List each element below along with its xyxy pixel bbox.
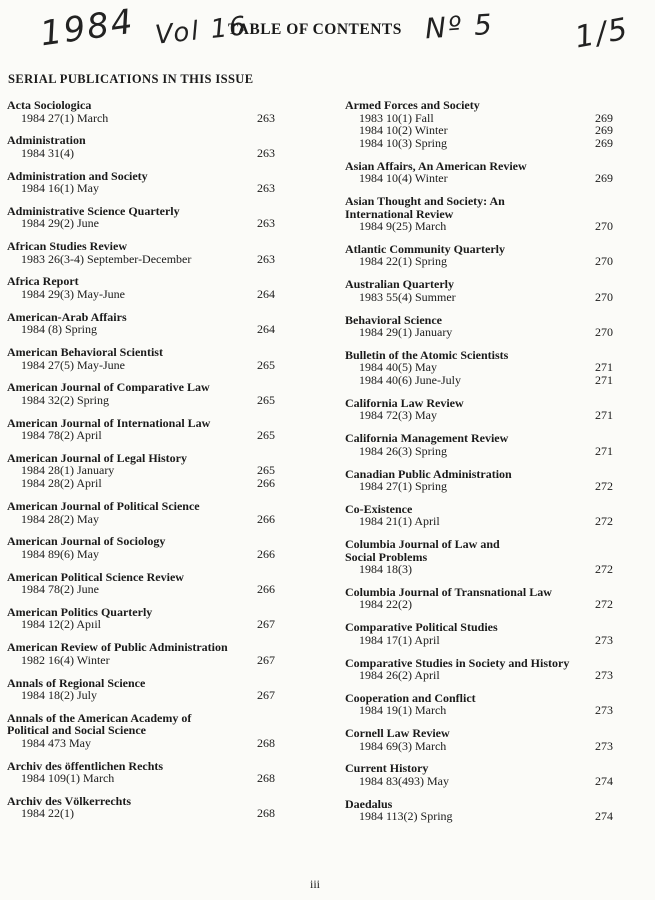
- issue-details: 1984 113(2) Spring: [359, 809, 453, 824]
- issue-page-number: 271: [595, 360, 613, 375]
- issue-row: [345, 480, 615, 493]
- publication-title: American Political Science Review: [7, 569, 184, 584]
- publication-title: American Behavioral Scientist: [7, 345, 163, 360]
- toc-entry: [7, 535, 277, 560]
- publication-title: International Review: [345, 206, 454, 221]
- issue-page-number: 266: [257, 546, 275, 561]
- issue-row: [7, 394, 277, 407]
- toc-entry: [345, 503, 615, 528]
- issue-details: 1984 78(2) June: [21, 582, 99, 597]
- issue-details: 1984 17(1) April: [359, 632, 440, 647]
- page-number: iii: [310, 877, 321, 891]
- issue-details: 1984 9(25) March: [359, 219, 447, 234]
- toc-entry: [345, 657, 615, 682]
- toc-entry: [7, 240, 277, 265]
- issue-row: [345, 810, 615, 823]
- publication-title: Canadian Public Administration: [345, 466, 512, 481]
- issue-row: [345, 291, 615, 304]
- issue-row: [345, 137, 615, 150]
- issue-details: 1984 31(4): [21, 145, 74, 160]
- issue-page-number: 271: [595, 373, 613, 388]
- toc-entry: [7, 571, 277, 596]
- publication-title: Annals of Regional Science: [7, 675, 146, 690]
- issue-page-number: 274: [595, 773, 613, 788]
- toc-entry: [7, 500, 277, 525]
- issue-row: [345, 255, 615, 268]
- publication-title: Cornell Law Review: [345, 726, 450, 741]
- section-heading: SERIAL PUBLICATIONS IN THIS ISSUE: [8, 72, 254, 86]
- publication-title: American-Arab Affairs: [7, 309, 127, 324]
- issue-page-number: 263: [257, 251, 275, 266]
- publication-title: Administration and Society: [7, 168, 148, 183]
- issue-page-number: 271: [595, 443, 613, 458]
- issue-row: [7, 618, 277, 631]
- publication-title: California Law Review: [345, 395, 464, 410]
- issue-page-number: 270: [595, 254, 613, 269]
- issue-details: 1984 29(1) January: [359, 325, 453, 340]
- issue-details: 1982 16(4) Winter: [21, 652, 110, 667]
- publication-title: Comparative Political Studies: [345, 620, 498, 635]
- issue-row: [7, 689, 277, 702]
- issue-page-number: 270: [595, 325, 613, 340]
- publication-title: Social Problems: [345, 549, 428, 564]
- issue-page-number: 264: [257, 286, 275, 301]
- issue-page-number: 273: [595, 632, 613, 647]
- toc-entry: [345, 762, 615, 787]
- issue-page-number: 272: [595, 597, 613, 612]
- toc-entry: [345, 314, 615, 339]
- handwritten-volume: Vol 16: [153, 11, 250, 51]
- publication-title: Atlantic Community Quarterly: [345, 241, 505, 256]
- issue-details: 1984 (8) Spring: [21, 322, 97, 337]
- toc-entry: [7, 760, 277, 785]
- issue-row: [7, 583, 277, 596]
- issue-page-number: 270: [595, 289, 613, 304]
- issue-row: [345, 172, 615, 185]
- issue-page-number: 273: [595, 668, 613, 683]
- issue-details: 1984 12(2) Apıil: [21, 617, 101, 632]
- publication-title: Archiv des öffentlichen Rechts: [7, 758, 164, 773]
- issue-page-number: 266: [257, 476, 275, 491]
- issue-page-number: 271: [595, 408, 613, 423]
- issue-page-number: 264: [257, 322, 275, 337]
- issue-details: 1983 26(3-4) September-December: [21, 251, 192, 266]
- issue-row: [7, 807, 277, 820]
- issue-details: 1984 27(1) March: [21, 110, 109, 125]
- issue-page-number: 268: [257, 735, 275, 750]
- toc-entry: [345, 586, 615, 611]
- publication-title: American Journal of International Law: [7, 415, 211, 430]
- issue-page-number: 269: [595, 123, 613, 138]
- issue-page-number: 272: [595, 562, 613, 577]
- handwritten-year: 1984: [37, 1, 137, 55]
- issue-row: [345, 563, 615, 576]
- issue-details: 1984 10(4) Winter: [359, 171, 448, 186]
- issue-details: 1984 29(3) May-June: [21, 286, 125, 301]
- toc-entry: [345, 160, 615, 185]
- toc-entry: [7, 795, 277, 820]
- issue-row: [7, 217, 277, 230]
- toc-entry: [7, 205, 277, 230]
- issue-row: [345, 775, 615, 788]
- toc-entry: [7, 606, 277, 631]
- issue-page-number: 268: [257, 806, 275, 821]
- issue-details: 1984 28(1) January: [21, 463, 115, 478]
- issue-page-number: 265: [257, 357, 275, 372]
- toc-entry: [345, 195, 615, 233]
- publication-title: Asian Thought and Society: An: [345, 194, 505, 209]
- publication-title: Columbia Journal of Transnational Law: [345, 584, 552, 599]
- right-column: [345, 99, 615, 833]
- publication-title: Annals of the American Academy of: [7, 710, 192, 725]
- issue-page-number: 267: [257, 652, 275, 667]
- toc-entry: [345, 278, 615, 303]
- toc-entry: [345, 692, 615, 717]
- issue-details: 1984 28(2) April: [21, 476, 102, 491]
- issue-row: [345, 445, 615, 458]
- issue-details: 1984 473 May: [21, 735, 91, 750]
- issue-row: [7, 323, 277, 336]
- publication-title: Asian Affairs, An American Review: [345, 158, 527, 173]
- toc-entry: [345, 243, 615, 268]
- publication-title: American Journal of Legal History: [7, 450, 187, 465]
- issue-details: 1984 78(2) April: [21, 428, 102, 443]
- issue-page-number: 263: [257, 216, 275, 231]
- publication-title: Political and Social Science: [7, 723, 146, 738]
- publication-title: African Studies Review: [7, 239, 127, 254]
- publication-title: Co-Existence: [345, 501, 413, 516]
- left-column: [7, 99, 277, 830]
- toc-entry: [7, 275, 277, 300]
- toc-entry: [7, 712, 277, 750]
- issue-page-number: 267: [257, 688, 275, 703]
- issue-row: [7, 112, 277, 125]
- issue-details: 1983 55(4) Summer: [359, 289, 456, 304]
- publication-title: American Journal of Comparative Law: [7, 380, 210, 395]
- toc-entry: [7, 99, 277, 124]
- publication-title: American Journal of Political Science: [7, 499, 200, 514]
- publication-title: Archiv des Völkerrechts: [7, 793, 131, 808]
- publication-title: Cooperation and Conflict: [345, 690, 476, 705]
- toc-entry: [7, 381, 277, 406]
- issue-page-number: 263: [257, 110, 275, 125]
- issue-page-number: 263: [257, 145, 275, 160]
- handwritten-number: Nº 5: [423, 7, 495, 46]
- issue-details: 1984 22(2): [359, 597, 412, 612]
- issue-row: [7, 182, 277, 195]
- issue-details: 1983 10(1) Fall: [359, 110, 434, 125]
- toc-entry: [7, 134, 277, 159]
- page-title: TABLE OF CONTENTS: [228, 21, 402, 38]
- toc-entry: [7, 677, 277, 702]
- issue-row: [345, 220, 615, 233]
- toc-entry: [345, 798, 615, 823]
- issue-details: 1984 109(1) March: [21, 771, 115, 786]
- issue-page-number: 269: [595, 171, 613, 186]
- issue-details: 1984 10(2) Winter: [359, 123, 448, 138]
- publication-title: American Journal of Sociology: [7, 534, 166, 549]
- issue-page-number: 266: [257, 582, 275, 597]
- issue-row: [345, 634, 615, 647]
- issue-details: 1984 10(3) Spring: [359, 136, 447, 151]
- issue-details: 1984 69(3) March: [359, 738, 447, 753]
- issue-page-number: 269: [595, 110, 613, 125]
- publication-title: Armed Forces and Society: [345, 98, 480, 112]
- issue-details: 1984 16(1) May: [21, 181, 99, 196]
- issue-details: 1984 40(5) May: [359, 360, 437, 375]
- toc-entry: [345, 538, 615, 576]
- issue-details: 1984 18(2) July: [21, 688, 97, 703]
- issue-page-number: 265: [257, 463, 275, 478]
- issue-details: 1984 27(5) May-June: [21, 357, 125, 372]
- issue-details: 1984 32(2) Spring: [21, 392, 109, 407]
- toc-entry: [7, 346, 277, 371]
- issue-page-number: 265: [257, 428, 275, 443]
- handwritten-fraction: 1/5: [572, 11, 632, 56]
- issue-page-number: 270: [595, 219, 613, 234]
- publication-title: California Management Review: [345, 431, 509, 446]
- issue-row: [7, 654, 277, 667]
- publication-title: American Politics Quarterly: [7, 604, 153, 619]
- issue-row: [7, 513, 277, 526]
- issue-page-number: 267: [257, 617, 275, 632]
- issue-row: [7, 477, 277, 490]
- issue-page-number: 272: [595, 479, 613, 494]
- issue-details: 1984 22(1): [21, 806, 74, 821]
- publication-title: Bulletin of the Atomic Scientists: [345, 347, 509, 362]
- issue-row: [345, 740, 615, 753]
- issue-row: [345, 669, 615, 682]
- issue-details: 1984 26(2) April: [359, 668, 440, 683]
- issue-page-number: 274: [595, 809, 613, 824]
- publication-title: Comparative Studies in Society and History: [345, 655, 570, 670]
- issue-details: 1984 72(3) May: [359, 408, 437, 423]
- issue-details: 1984 26(3) Spring: [359, 443, 447, 458]
- publication-title: Africa Report: [7, 274, 79, 289]
- toc-entry: [7, 641, 277, 666]
- issue-page-number: 265: [257, 392, 275, 407]
- issue-row: [345, 409, 615, 422]
- toc-entry: [345, 432, 615, 457]
- issue-details: 1984 28(2) May: [21, 511, 99, 526]
- issue-row: [345, 598, 615, 611]
- toc-entry: [345, 397, 615, 422]
- publication-title: Administration: [7, 133, 86, 148]
- issue-row: [7, 737, 277, 750]
- publication-title: Australian Quarterly: [345, 277, 454, 292]
- issue-row: [7, 147, 277, 160]
- issue-row: [7, 429, 277, 442]
- toc-entry: [345, 99, 615, 150]
- issue-details: 1984 19(1) March: [359, 703, 447, 718]
- issue-details: 1984 29(2) June: [21, 216, 99, 231]
- toc-entry: [7, 452, 277, 490]
- issue-row: [345, 704, 615, 717]
- issue-page-number: 272: [595, 514, 613, 529]
- issue-details: 1984 89(6) May: [21, 546, 99, 561]
- publication-title: Behavioral Science: [345, 312, 442, 327]
- toc-entry: [7, 170, 277, 195]
- toc-entry: [345, 349, 615, 387]
- toc-entry: [345, 468, 615, 493]
- issue-details: 1984 83(493) May: [359, 773, 449, 788]
- issue-row: [7, 288, 277, 301]
- toc-entry: [345, 727, 615, 752]
- issue-page-number: 266: [257, 511, 275, 526]
- issue-page-number: 273: [595, 738, 613, 753]
- issue-details: 1984 21(1) April: [359, 514, 440, 529]
- issue-row: [345, 326, 615, 339]
- toc-entry: [7, 311, 277, 336]
- toc-entry: [345, 621, 615, 646]
- issue-details: 1984 22(1) Spring: [359, 254, 447, 269]
- issue-page-number: 263: [257, 181, 275, 196]
- issue-row: [7, 548, 277, 561]
- publication-title: Columbia Journal of Law and: [345, 537, 500, 552]
- publication-title: American Review of Public Administration: [7, 640, 228, 655]
- issue-row: [345, 374, 615, 387]
- issue-details: 1984 18(3): [359, 562, 412, 577]
- toc-entry: [7, 417, 277, 442]
- publication-title: Acta Sociologica: [7, 98, 92, 112]
- publication-title: Daedalus: [345, 796, 393, 811]
- issue-page-number: 273: [595, 703, 613, 718]
- publication-title: Administrative Science Quarterly: [7, 203, 180, 218]
- issue-row: [345, 515, 615, 528]
- issue-row: [7, 359, 277, 372]
- issue-details: 1984 40(6) June-July: [359, 373, 461, 388]
- issue-page-number: 269: [595, 136, 613, 151]
- issue-row: [7, 772, 277, 785]
- issue-row: [7, 253, 277, 266]
- issue-page-number: 268: [257, 771, 275, 786]
- issue-details: 1984 27(1) Spring: [359, 479, 447, 494]
- publication-title: Current History: [345, 761, 429, 776]
